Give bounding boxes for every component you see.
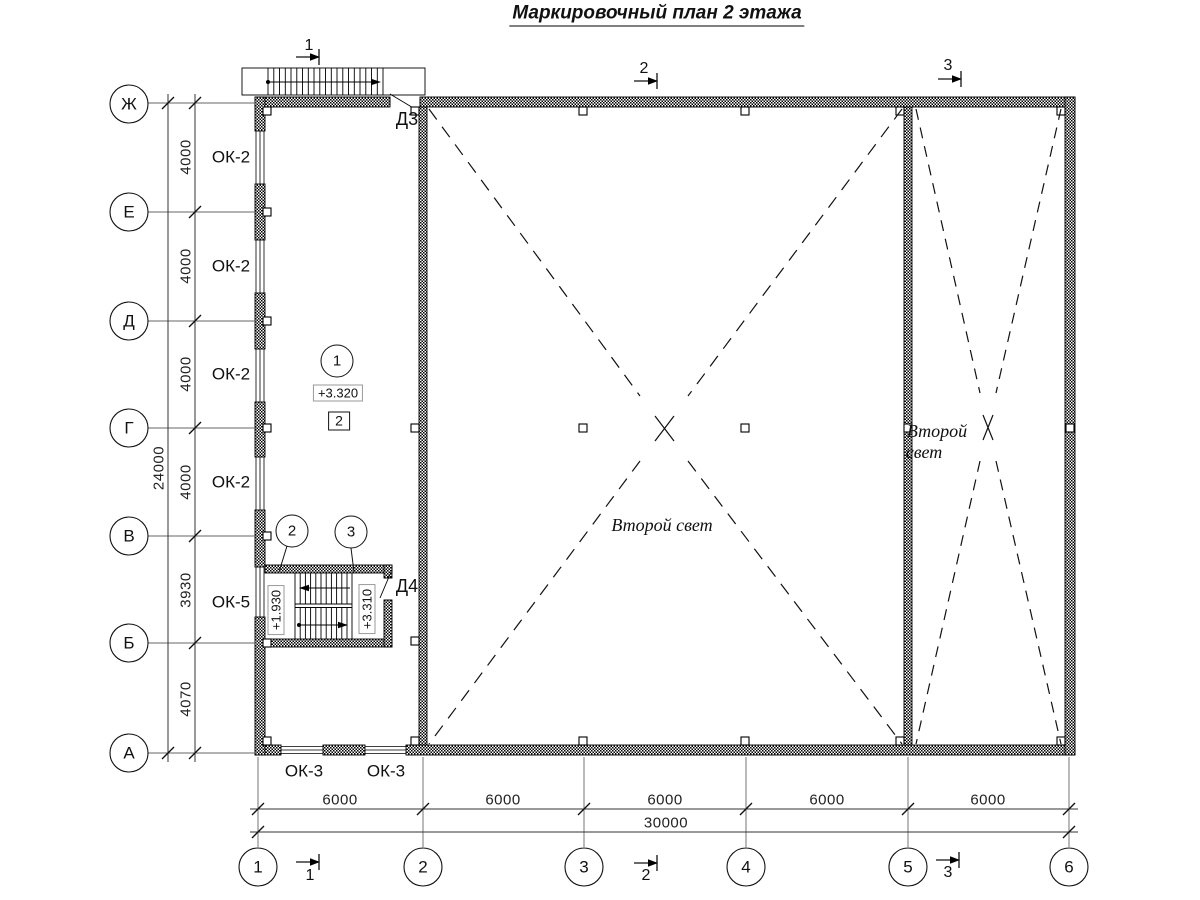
section-top-1: 1 — [304, 37, 314, 54]
axis-label-g: Г — [124, 418, 134, 438]
dim-left-2: 4000 — [177, 248, 195, 284]
external-stair — [242, 68, 425, 95]
section-bottom-2: 2 — [641, 867, 651, 884]
void-cross-middle — [429, 109, 902, 744]
section-bottom-3: 3 — [943, 864, 953, 881]
second-light-right-line2: свет — [905, 442, 943, 462]
door-mark-d4: Д4 — [395, 576, 419, 596]
dim-left-total: 24000 — [150, 445, 168, 491]
window-mark-ok5: ОК-5 — [211, 592, 251, 612]
axis-label-5: 5 — [903, 857, 913, 877]
zone-box-mark: 2 — [328, 412, 350, 431]
door-mark-d3: Д3 — [395, 109, 419, 129]
dim-bottom-2: 6000 — [485, 791, 521, 809]
window-mark-ok2-1: ОК-2 — [211, 147, 251, 167]
dim-bottom-1: 6000 — [322, 791, 358, 809]
dim-left-5: 3930 — [177, 572, 195, 608]
axis-label-d: Д — [123, 311, 135, 331]
node-mark-3: 3 — [346, 523, 356, 541]
door-openings — [380, 94, 420, 600]
window-mark-ok2-2: ОК-2 — [211, 256, 251, 276]
node-mark-1: 1 — [332, 352, 342, 370]
elevation-stair-upper: +3.310 — [359, 584, 376, 634]
section-top-3: 3 — [943, 57, 953, 74]
dim-left-1: 4000 — [177, 139, 195, 175]
section-bottom-1: 1 — [305, 867, 315, 884]
window-mark-ok3-1: ОК-3 — [284, 761, 324, 781]
axis-label-b: Б — [123, 633, 135, 653]
window-glazing — [256, 131, 406, 754]
axis-label-2: 2 — [418, 857, 428, 877]
axis-label-v: В — [123, 526, 135, 546]
dimension-lines — [168, 94, 1078, 832]
axis-extension-lines — [148, 103, 1069, 847]
dim-bottom-4: 6000 — [809, 791, 845, 809]
dim-bottom-total: 30000 — [643, 814, 689, 832]
dim-bottom-5: 6000 — [970, 791, 1006, 809]
dim-left-6: 4070 — [177, 681, 195, 717]
dim-bottom-3: 6000 — [647, 791, 683, 809]
axis-label-a: А — [123, 743, 135, 763]
second-light-middle: Второй свет — [611, 515, 713, 535]
window-mark-ok2-3: ОК-2 — [211, 364, 251, 384]
node-mark-2: 2 — [287, 522, 297, 540]
section-top-2: 2 — [639, 60, 649, 77]
axis-label-zh: Ж — [121, 94, 137, 114]
stair-low-arrow-head — [338, 622, 348, 628]
axis-label-4: 4 — [741, 857, 751, 877]
window-mark-ok2-4: ОК-2 — [211, 472, 251, 492]
stair-arrow-tail-dot — [266, 80, 270, 84]
axis-label-6: 6 — [1064, 857, 1074, 877]
elevation-stair-mid: +1.930 — [268, 585, 285, 635]
internal-stair — [295, 573, 352, 639]
elevation-room: +3.320 — [313, 385, 363, 402]
dim-left-3: 4000 — [177, 356, 195, 392]
window-mark-ok3-2: ОК-3 — [366, 761, 406, 781]
stair-arrow-head — [371, 79, 381, 85]
axis-label-e: Е — [123, 202, 135, 222]
drawing-title: Маркировочный план 2 этажа — [509, 4, 804, 27]
dim-left-4: 4000 — [177, 464, 195, 500]
second-light-right-line1: Второй — [906, 421, 968, 441]
stair-low-arrow-dot — [297, 623, 301, 627]
axis-label-3: 3 — [579, 857, 589, 877]
axis-label-1: 1 — [253, 857, 263, 877]
